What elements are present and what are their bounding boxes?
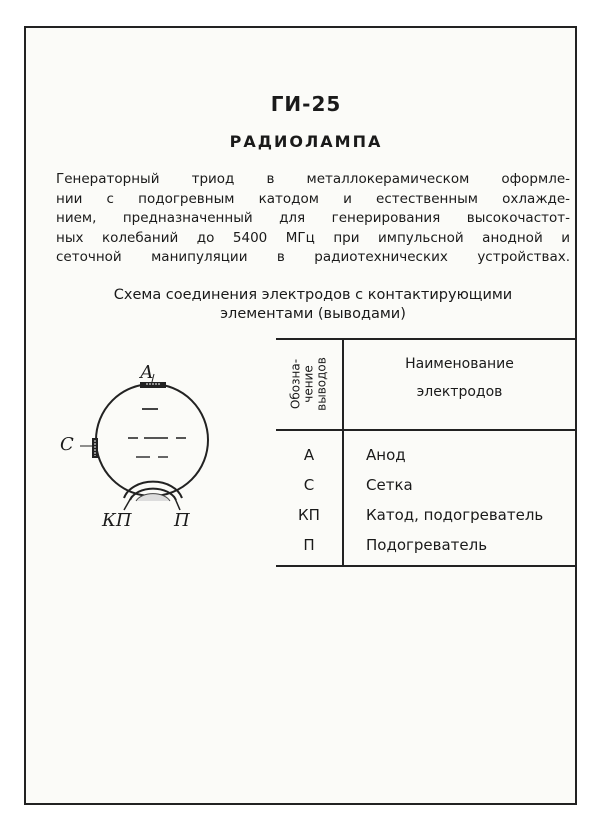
electrode-diagram bbox=[40, 360, 270, 540]
table-header-name bbox=[343, 350, 576, 406]
table-row bbox=[276, 470, 576, 500]
header-code-line: Обозна- bbox=[288, 358, 303, 410]
diagram-label-heater: П bbox=[174, 510, 190, 531]
table-divider-horizontal bbox=[276, 429, 576, 431]
header-name-line: Наименование bbox=[405, 356, 514, 372]
table-row bbox=[276, 500, 576, 530]
pin-code: КП bbox=[298, 506, 320, 524]
header-name-line: электродов bbox=[416, 384, 503, 400]
header-code-line: чение bbox=[301, 365, 316, 403]
description-line: нии с подогревным катодом и естественным охлажде- bbox=[56, 190, 570, 207]
electrode-name: Подогреватель bbox=[366, 536, 488, 554]
electrode-name: Катод, подогреватель bbox=[366, 506, 544, 524]
tube-base-drawing bbox=[40, 360, 270, 540]
header-code-line: выводов bbox=[314, 357, 329, 411]
diagram-label-anode: А bbox=[140, 362, 154, 383]
description-line: нием, предназначенный для генерирования высокочастот- bbox=[56, 210, 570, 226]
scheme-title bbox=[56, 286, 570, 324]
document-subtitle: РАДИОЛАМПА bbox=[229, 132, 383, 151]
table-row bbox=[276, 530, 576, 560]
table-header-code bbox=[276, 340, 342, 429]
pin-code: П bbox=[303, 536, 315, 554]
description-line: Генераторный триод в металлокерамическом оформле- bbox=[56, 171, 570, 187]
diagram-label-cathode-heater: КП bbox=[102, 510, 132, 531]
pin-code: А bbox=[303, 446, 315, 464]
diagram-label-grid: С bbox=[60, 434, 74, 455]
pin-table bbox=[276, 338, 576, 567]
table-body bbox=[276, 440, 576, 560]
table-row bbox=[276, 440, 576, 470]
document-title: ГИ-25 bbox=[270, 92, 342, 116]
electrode-name: Анод bbox=[366, 446, 406, 464]
description-line: сеточной манипуляции в радиотехнических устройствах. bbox=[56, 249, 570, 265]
description-paragraph bbox=[56, 170, 570, 268]
electrode-name: Сетка bbox=[366, 476, 413, 494]
pin-code: С bbox=[303, 476, 315, 494]
scheme-title-line: элементами (выводами) bbox=[220, 306, 406, 322]
scheme-title-line: Схема соединения электродов с контактирующими bbox=[113, 287, 513, 303]
description-line: ных колебаний до 5400 МГц при импульсной анодной и bbox=[56, 229, 570, 246]
